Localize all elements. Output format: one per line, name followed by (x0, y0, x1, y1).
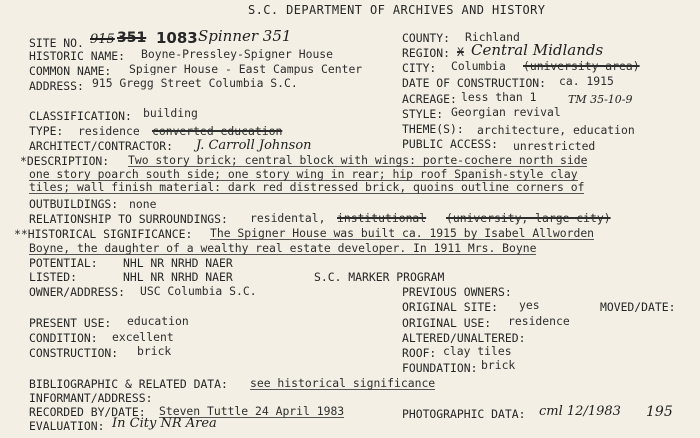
site-no-number: 351 (117, 30, 147, 46)
public-access-label: PUBLIC ACCESS: (402, 137, 499, 151)
original-site-label: ORIGINAL SITE: (402, 300, 499, 314)
outbuildings-label: OUTBUILDINGS: (29, 197, 119, 211)
site-no-code: 1083 (156, 29, 198, 47)
relationship-label: RELATIONSHIP TO SURROUNDINGS: (29, 212, 228, 226)
themes-label-right: THEME(S): (402, 122, 464, 136)
city-label: CITY: (402, 61, 437, 75)
construction-value: brick (137, 344, 172, 358)
original-use-label: ORIGINAL USE: (402, 316, 492, 330)
outbuildings-value: none (129, 197, 157, 211)
roof-value: clay tiles (443, 344, 512, 358)
construction-label: CONSTRUCTION: (29, 346, 119, 360)
county-label: COUNTY: (402, 31, 451, 45)
historic-name-label: HISTORIC NAME: (29, 49, 126, 63)
photographic-label: PHOTOGRAPHIC DATA: (402, 407, 526, 421)
relationship-struck-2: (university, large city) (446, 211, 611, 225)
county-value: Richland (465, 30, 520, 44)
previous-owners-label: PREVIOUS OWNERS: (402, 285, 512, 299)
type-label: TYPE: (29, 124, 64, 138)
address-value: 915 Gregg Street Columbia S.C. (92, 76, 298, 90)
city-struck-value: (university area) (523, 59, 640, 73)
description-line-1: Two story brick; central block with wings: porte-cochere north side (128, 153, 588, 167)
region-struck-value: X (457, 45, 464, 59)
roof-label: ROOF: (402, 346, 437, 360)
relationship-value: residental, (250, 211, 326, 225)
listed-options: NHL NR NRHD NAER (123, 270, 233, 284)
present-use-value: education (127, 314, 189, 328)
architect-label: ARCHITECT/CONTRACTOR: (29, 139, 174, 153)
region-label: REGION: (402, 46, 451, 60)
altered-label: ALTERED/UNALTERED: (402, 331, 526, 345)
evaluation-value: In City NR Area (112, 416, 217, 431)
architect-value: J. Carroll Johnson (196, 138, 312, 153)
photographic-value: cml 12/1983 (539, 404, 621, 419)
classification-label: CLASSIFICATION: (29, 109, 132, 123)
description-line-3: tiles; wall finish material: dark red distressed brick, quoins outline corners of (29, 180, 585, 194)
potential-label: POTENTIAL: (29, 256, 98, 270)
owner-label: OWNER/ADDRESS: (29, 285, 126, 299)
themes-value: architecture, education (477, 123, 635, 137)
bibliographic-value: see historical significance (250, 376, 436, 390)
photographic-extra: 195 (646, 404, 673, 420)
recorded-value: Steven Tuttle 24 April 1983 (159, 404, 345, 418)
significance-label: **HISTORICAL SIGNIFICANCE: (14, 227, 193, 241)
common-name-label: COMMON NAME: (29, 64, 112, 78)
address-label: ADDRESS: (29, 79, 84, 93)
listed-label: LISTED: (29, 270, 78, 284)
present-use-label: PRESENT USE: (29, 316, 112, 330)
description-label: *DESCRIPTION: (20, 154, 110, 168)
type-struck-value: converted education (152, 124, 283, 138)
potential-options: NHL NR NRHD NAER (123, 256, 233, 270)
original-site-value: yes (519, 298, 540, 312)
condition-label: CONDITION: (29, 331, 98, 345)
date-of-construction-label: DATE OF CONSTRUCTION: (402, 76, 547, 90)
classification-value: building (143, 106, 198, 120)
condition-value: excellent (112, 330, 174, 344)
foundation-label: FOUNDATION: (402, 361, 478, 375)
recorded-label: RECORDED BY/DATE: (29, 405, 146, 419)
type-value: residence (78, 124, 140, 138)
relationship-struck-1: institutional (337, 211, 427, 225)
description-line-2: one story poarch south side; one story wing in rear; hip roof Spanish-style clay (29, 167, 578, 181)
style-value: Georgian revival (451, 105, 561, 119)
historic-name-value: Boyne-Pressley-Spigner House (141, 47, 334, 61)
site-no-label: SITE NO. (29, 36, 84, 50)
acreage-label: ACREAGE: (402, 92, 457, 106)
acreage-value: less than 1 (461, 90, 537, 104)
marker-program-label: S.C. MARKER PROGRAM (314, 270, 445, 284)
common-name-value: Spigner House - East Campus Center (129, 64, 363, 76)
region-handwritten-value: Central Midlands (471, 41, 604, 59)
card-title: S.C. DEPARTMENT OF ARCHIVES AND HISTORY (248, 3, 546, 17)
significance-line-1: The Spigner House was built ca. 1915 by Isabel Allworden (210, 226, 595, 240)
evaluation-label: EVALUATION: (29, 419, 105, 433)
original-use-value: residence (508, 314, 570, 328)
moved-date-label: MOVED/DATE: (600, 300, 676, 314)
public-access-value: unrestricted (513, 139, 596, 153)
style-label: STYLE: (402, 107, 444, 121)
date-of-construction-value: ca. 1915 (559, 74, 614, 88)
city-value: Columbia (451, 59, 506, 73)
informant-label: INFORMANT/ADDRESS: (29, 391, 153, 405)
site-no-struck-value: 915 (90, 32, 115, 47)
owner-value: USC Columbia S.C. (140, 284, 257, 298)
acreage-handwritten-note: TM 35-10-9 (568, 93, 633, 106)
foundation-value: brick (481, 358, 516, 372)
bibliographic-label: BIBLIOGRAPHIC & RELATED DATA: (29, 377, 228, 391)
site-no-handwritten: Spinner 351 (198, 27, 292, 45)
significance-line-2: Boyne, the daughter of a wealthy real estate developer. In 1911 Mrs. Boyne (29, 241, 537, 255)
